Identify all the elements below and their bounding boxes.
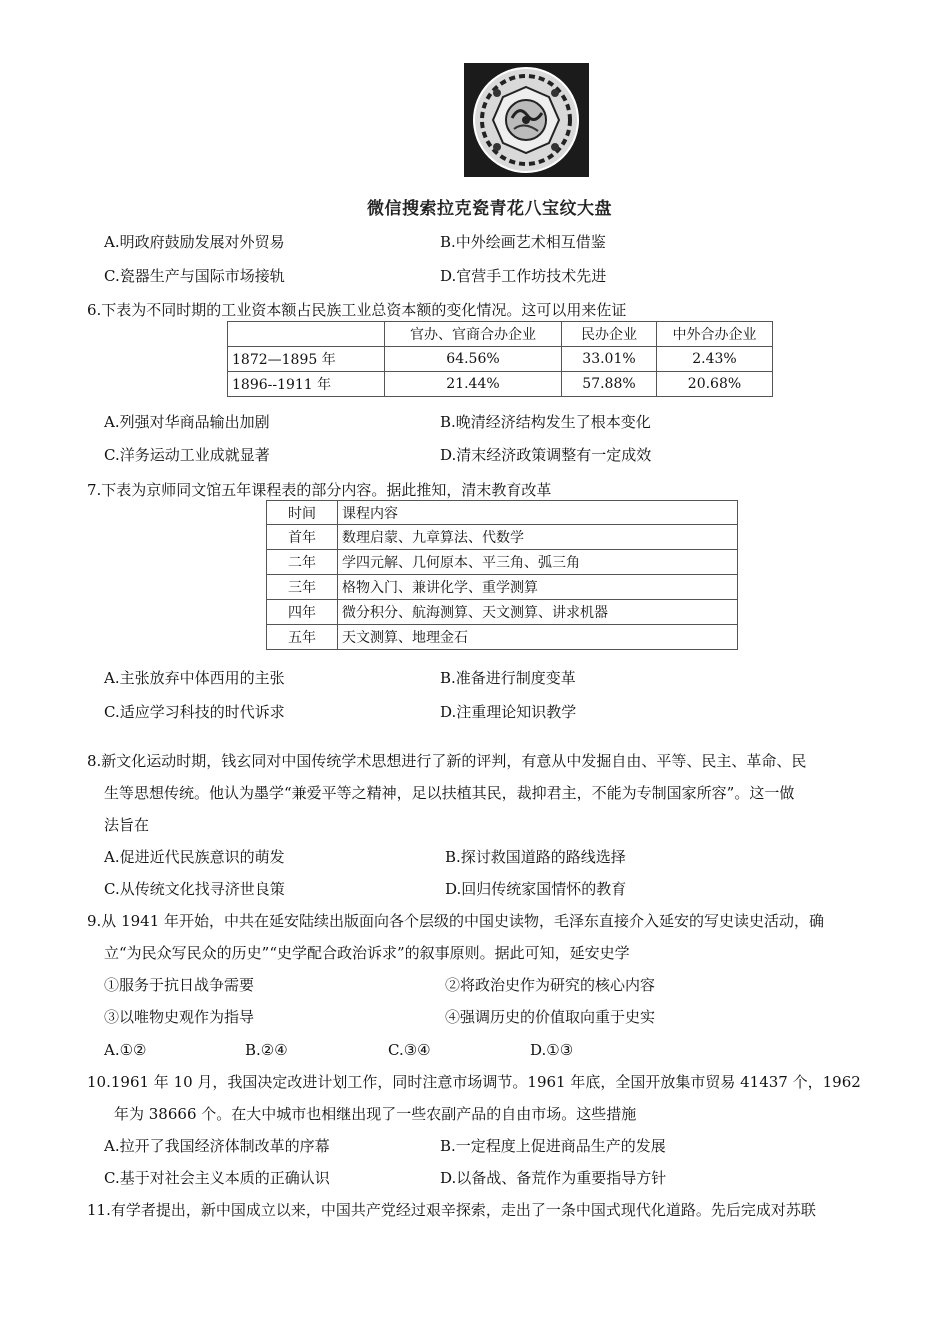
table-header-row [228,322,773,347]
q10-option-b[interactable]: B.一定程度上促进商品生产的发展 [440,1137,666,1155]
table-header-cell: 时间 [267,501,338,525]
q9-stem-line-1: 9.从 1941 年开始，中共在延安陆续出版面向各个层级的中国史读物，毛泽东直接介入延安的写史读史活动，确 [87,912,825,930]
q8-option-b[interactable]: B.探讨救国道路的路线选择 [445,848,626,866]
q11-stem-line-1: 11.有学者提出，新中国成立以来，中国共产党经过艰辛探索，走出了一条中国式现代化道路。先后完成对苏联 [87,1201,816,1219]
table-cell: 21.44% [385,372,562,397]
table-row [267,600,738,625]
table-row [267,575,738,600]
q7-table [266,500,738,650]
q7-option-c[interactable]: C.适应学习科技的时代诉求 [104,703,285,721]
q9-option-b[interactable]: B.②④ [245,1041,288,1059]
q5-option-a[interactable]: A.明政府鼓励发展对外贸易 [104,233,285,251]
q10-option-c[interactable]: C.基于对社会主义本质的正确认识 [104,1169,330,1187]
table-row [228,372,773,397]
figure-caption: 微信搜索拉克瓷青花八宝纹大盘 [367,199,612,219]
table-cell: 四年 [267,600,338,625]
q9-option-c[interactable]: C.③④ [388,1041,431,1059]
table-cell: 33.01% [562,347,657,372]
table-row [267,550,738,575]
table-row [267,625,738,650]
q7-option-d[interactable]: D.注重理论知识教学 [440,703,577,721]
q8-stem-line-1: 8.新文化运动时期，钱玄同对中国传统学术思想进行了新的评判，有意从中发掘自由、平等、民主、革命、民 [87,752,807,770]
table-cell: 64.56% [385,347,562,372]
q7-option-a[interactable]: A.主张放弃中体西用的主张 [104,669,285,687]
table-row [228,347,773,372]
q8-stem-line-3: 法旨在 [104,816,150,834]
q5-option-b[interactable]: B.中外绘画艺术相互借鉴 [440,233,606,251]
q10-option-d[interactable]: D.以备战、备荒作为重要指导方针 [440,1169,667,1187]
table-cell: 57.88% [562,372,657,397]
q9-option-a[interactable]: A.①② [104,1041,147,1059]
table-cell: 数理启蒙、九章算法、代数学 [338,525,738,550]
table-header-cell [228,322,385,347]
table-header-cell: 中外合办企业 [657,322,773,347]
table-cell: 1896--1911 年 [228,372,385,397]
q5-option-d[interactable]: D.官营手工作坊技术先进 [440,267,607,285]
q8-option-d[interactable]: D.回归传统家国情怀的教育 [445,880,627,898]
q6-stem: 6.下表为不同时期的工业资本额占民族工业总资本额的变化情况。这可以用来佐证 [87,301,627,319]
q6-option-c[interactable]: C.洋务运动工业成就显著 [104,446,270,464]
table-cell: 学四元解、几何原本、平三角、弧三角 [338,550,738,575]
table-cell: 格物入门、兼讲化学、重学测算 [338,575,738,600]
q7-option-b[interactable]: B.准备进行制度变革 [440,669,576,687]
q8-option-c[interactable]: C.从传统文化找寻济世良策 [104,880,285,898]
q9-stem-line-2: 立“为民众写民众的历史”“史学配合政治诉求”的叙事原则。据此可知，延安史学 [104,944,630,962]
table-cell: 首年 [267,525,338,550]
table-cell: 天文测算、地理金石 [338,625,738,650]
table-cell: 三年 [267,575,338,600]
q7-stem: 7.下表为京师同文馆五年课程表的部分内容。据此推知，清末教育改革 [87,481,552,499]
table-cell: 1872—1895 年 [228,347,385,372]
q5-option-c[interactable]: C.瓷器生产与国际市场接轨 [104,267,285,285]
q9-item-2: ②将政治史作为研究的核心内容 [445,976,656,994]
table-header-cell: 民办企业 [562,322,657,347]
q8-stem-line-2: 生等思想传统。他认为墨学“兼爱平等之精神，足以扶植其民，裁抑君主，不能为专制国家所容”。这一做 [104,784,795,802]
q9-item-1: ①服务于抗日战争需要 [104,976,255,994]
q6-option-b[interactable]: B.晚清经济结构发生了根本变化 [440,413,651,431]
q8-option-a[interactable]: A.促进近代民族意识的萌发 [104,848,285,866]
table-header-cell: 官办、官商合办企业 [385,322,562,347]
q6-table [227,321,773,397]
plate-image [464,63,589,177]
q10-option-a[interactable]: A.拉开了我国经济体制改革的序幕 [104,1137,330,1155]
table-cell: 20.68% [657,372,773,397]
table-row [267,525,738,550]
table-cell: 二年 [267,550,338,575]
table-header-cell: 课程内容 [338,501,738,525]
q9-item-3: ③以唯物史观作为指导 [104,1008,255,1026]
q6-option-a[interactable]: A.列强对华商品输出加剧 [104,413,270,431]
table-cell: 2.43% [657,347,773,372]
q10-stem-line-1: 10.1961 年 10 月，我国决定改进计划工作，同时注意市场调节。1961 年底，全国开放集市贸易 41437 个，1962 [87,1073,861,1091]
table-cell: 五年 [267,625,338,650]
table-cell: 微分积分、航海测算、天文测算、讲求机器 [338,600,738,625]
q6-option-d[interactable]: D.清末经济政策调整有一定成效 [440,446,652,464]
table-header-row [267,501,738,525]
q10-stem-line-2: 年为 38666 个。在大中城市也相继出现了一些农副产品的自由市场。这些措施 [114,1105,637,1123]
q9-item-4: ④强调历史的价值取向重于史实 [445,1008,656,1026]
q9-option-d[interactable]: D.①③ [530,1041,574,1059]
plate-drawing [464,63,589,177]
